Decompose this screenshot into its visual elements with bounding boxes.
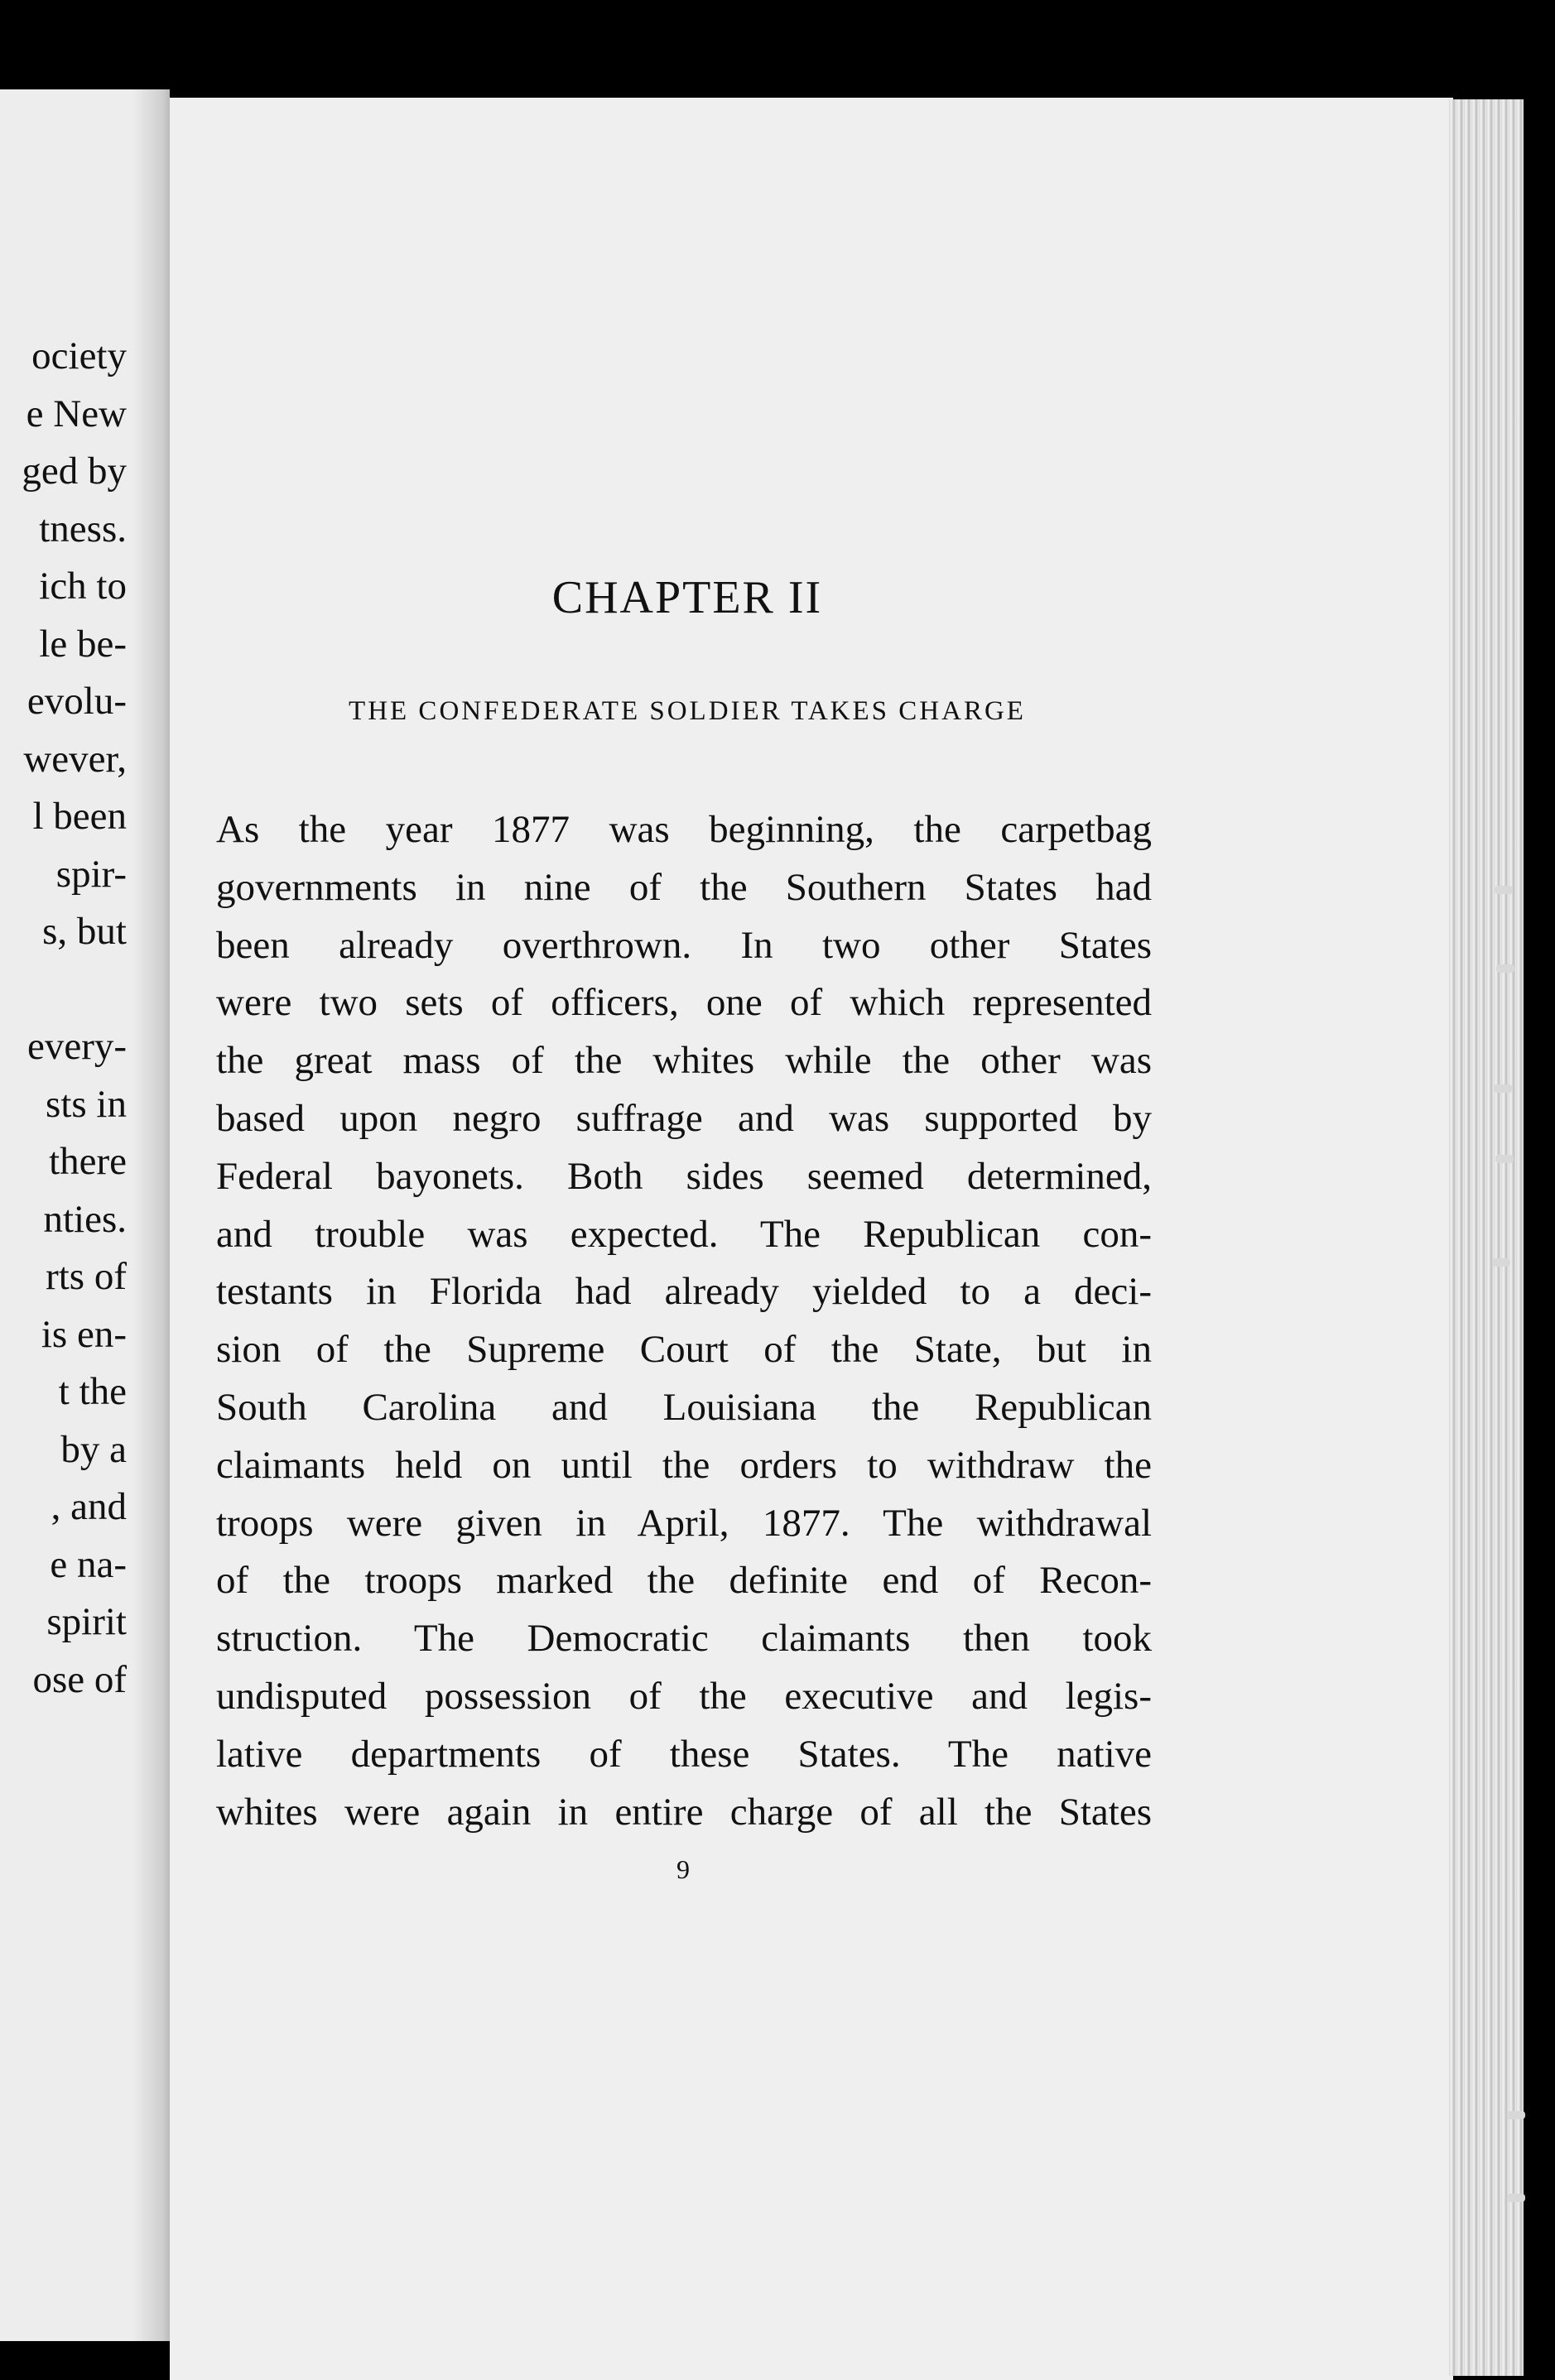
left-page-line: nties. [43,1197,127,1241]
edge-mark [1507,2194,1525,2202]
body-line: testants in Florida had already yielded to a deci- [216,1270,1152,1314]
page-edges [1449,99,1524,2376]
left-page-line: tness. [39,507,127,551]
body-line: undisputed possession of the executive and legis- [216,1674,1152,1718]
body-line: the great mass of the whites while the other was [216,1039,1152,1083]
left-page-line: evolu- [26,680,127,723]
left-page-line: spir- [55,852,127,896]
edge-mark [1494,1084,1512,1093]
left-page-text [22,328,127,1709]
body-line: lative departments of these States. The native [216,1732,1152,1776]
body-line: struction. The Democratic claimants then took [216,1617,1152,1661]
left-page-line: by a [60,1427,127,1471]
left-page-line: t the [58,1370,127,1413]
body-line: of the troops marked the definite end of Recon- [216,1559,1152,1603]
left-page-line: , and [51,1485,127,1528]
left-page-line: every- [26,1025,127,1068]
left-page-line: e na- [50,1542,127,1586]
body-line: claimants held on until the orders to withdraw the [216,1443,1152,1487]
body-line: and trouble was expected. The Republican con- [216,1212,1152,1256]
body-line: As the year 1877 was beginning, the carpetbag [216,808,1152,851]
edge-mark [1495,1155,1514,1163]
left-page-line: le be- [39,622,127,666]
page-number: 9 [676,1854,690,1884]
left-page-line: sts in [46,1082,127,1126]
left-page-line: ose of [32,1657,127,1701]
edge-mark [1496,964,1514,973]
left-page-line: there [49,1140,127,1183]
edge-mark [1492,1258,1510,1267]
left-page-line: wever, [23,737,127,781]
body-line: based upon negro suffrage and was supported by [216,1096,1152,1140]
left-page-line: l been [32,795,127,838]
left-page-line: ociety [31,334,127,377]
left-page-line: e New [26,392,127,435]
edge-mark [1507,2111,1525,2119]
body-line: governments in nine of the Southern States had [216,865,1152,909]
body-text [216,801,1152,1841]
left-page-gutter-shadow [132,89,170,2341]
left-page-line: ged by [22,450,127,493]
body-line: whites were again in entire charge of all the States [216,1790,1152,1834]
left-page-line: ich to [39,565,127,608]
chapter-title: CHAPTER II [551,572,823,623]
left-page-line: rts of [46,1255,127,1298]
body-line: Federal bayonets. Both sides seemed determined, [216,1154,1152,1198]
edge-mark [1495,886,1513,894]
body-line: South Carolina and Louisiana the Republican [216,1385,1152,1429]
chapter-subtitle: THE CONFEDERATE SOLDIER TAKES CHARGE [349,696,1026,726]
left-page-line: s, but [42,910,127,953]
left-page-line: is en- [41,1312,127,1356]
body-line: were two sets of officers, one of which represented [216,981,1152,1025]
left-page-line [22,961,127,1019]
body-line: been already overthrown. In two other States [216,923,1152,967]
left-page [0,89,170,2341]
body-line: troops were given in April, 1877. The withdrawal [216,1501,1152,1545]
body-line: sion of the Supreme Court of the State, but in [216,1328,1152,1372]
left-page-line: spirit [46,1600,127,1643]
